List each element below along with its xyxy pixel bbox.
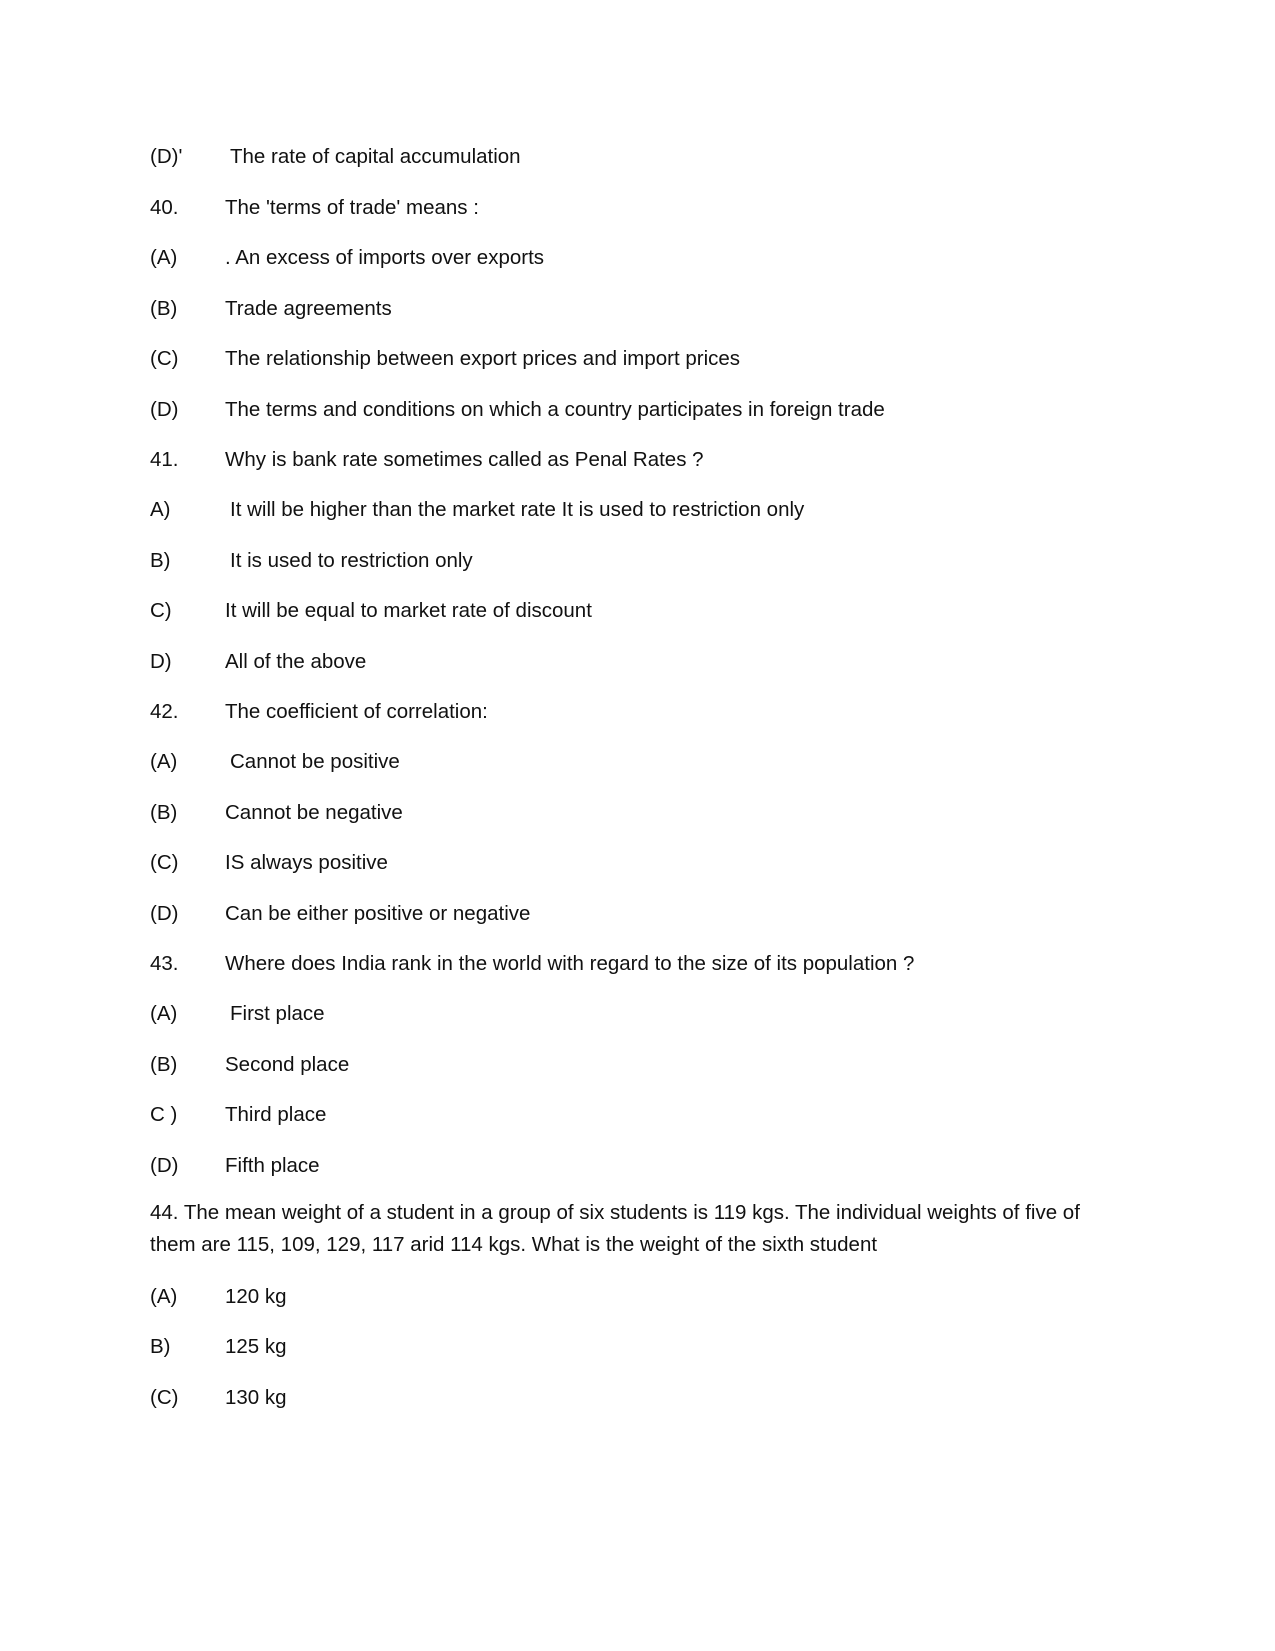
option-line [150,344,1125,374]
question-number: 41. [150,448,179,471]
question-line [150,949,1125,979]
option-label: (B) [150,801,178,824]
option-line [150,243,1125,273]
option-label: (A) [150,750,178,773]
question-44-text: 44. The mean weight of a student in a group of six students is 119 kgs. The individual weights of five of them are 115, 109, 129, 117 arid 114 kgs. What is the weight of the sixth student [150,1201,1080,1256]
option-text: First place [230,1002,325,1025]
option-text: The terms and conditions on which a country participates in foreign trade [225,398,885,421]
option-text: IS always positive [225,851,388,874]
option-text: The relationship between export prices and import prices [225,347,741,370]
option-text: It will be equal to market rate of discount [225,599,592,622]
option-text: Cannot be negative [225,801,403,824]
option-text: All of the above [225,650,367,673]
option-text: . An excess of imports over exports [225,246,545,269]
option-line [150,1383,1125,1413]
question-text: Where does India rank in the world with regard to the size of its population ? [225,952,915,975]
option-label: (B) [150,1053,178,1076]
option-line [150,142,1125,172]
option-text: Second place [225,1053,350,1076]
option-text: 130 kg [225,1386,287,1409]
option-label: (D) [150,398,179,421]
option-line [150,999,1125,1029]
option-text: Cannot be positive [230,750,400,773]
option-label: B) [150,549,171,572]
option-line [150,647,1125,677]
option-text: 120 kg [225,1285,287,1308]
question-line [150,697,1125,727]
option-text: Can be either positive or negative [225,902,531,925]
option-text: Fifth place [225,1154,320,1177]
option-line [150,848,1125,878]
option-label: (B) [150,297,178,320]
option-label: (A) [150,246,178,269]
option-text: The rate of capital accumulation [230,145,521,168]
option-label: (C) [150,1386,179,1409]
option-line [150,899,1125,929]
option-line [150,495,1125,525]
option-line [150,798,1125,828]
option-label: (D) [150,1154,179,1177]
option-line [150,395,1125,425]
option-label: (C) [150,851,179,874]
option-label: (C) [150,347,179,370]
option-label: D) [150,650,172,673]
option-label: (D) [150,902,179,925]
question-number: 40. [150,196,179,219]
option-label: (D)' [150,145,183,168]
option-label: (A) [150,1002,178,1025]
option-text: It is used to restriction only [230,549,473,572]
option-line [150,546,1125,576]
option-label: (A) [150,1285,178,1308]
option-line [150,1100,1125,1130]
option-line [150,1151,1125,1181]
question-number: 42. [150,700,179,723]
option-line [150,294,1125,324]
option-label: A) [150,498,171,521]
option-text: Third place [225,1103,327,1126]
question-text: The coefficient of correlation: [225,700,488,723]
question-line [150,193,1125,223]
option-text: It will be higher than the market rate It is used to restriction only [230,498,805,521]
question-number: 43. [150,952,179,975]
option-label: C ) [150,1103,178,1126]
question-text: Why is bank rate sometimes called as Penal Rates ? [225,448,704,471]
option-line [150,747,1125,777]
option-text: 125 kg [225,1335,287,1358]
question-line [150,445,1125,475]
option-label: B) [150,1335,171,1358]
question-text: The 'terms of trade' means : [225,196,479,219]
option-line [150,1050,1125,1080]
option-line [150,596,1125,626]
option-label: C) [150,599,172,622]
option-text: Trade agreements [225,297,392,320]
option-line [150,1282,1125,1312]
option-line [150,1332,1125,1362]
